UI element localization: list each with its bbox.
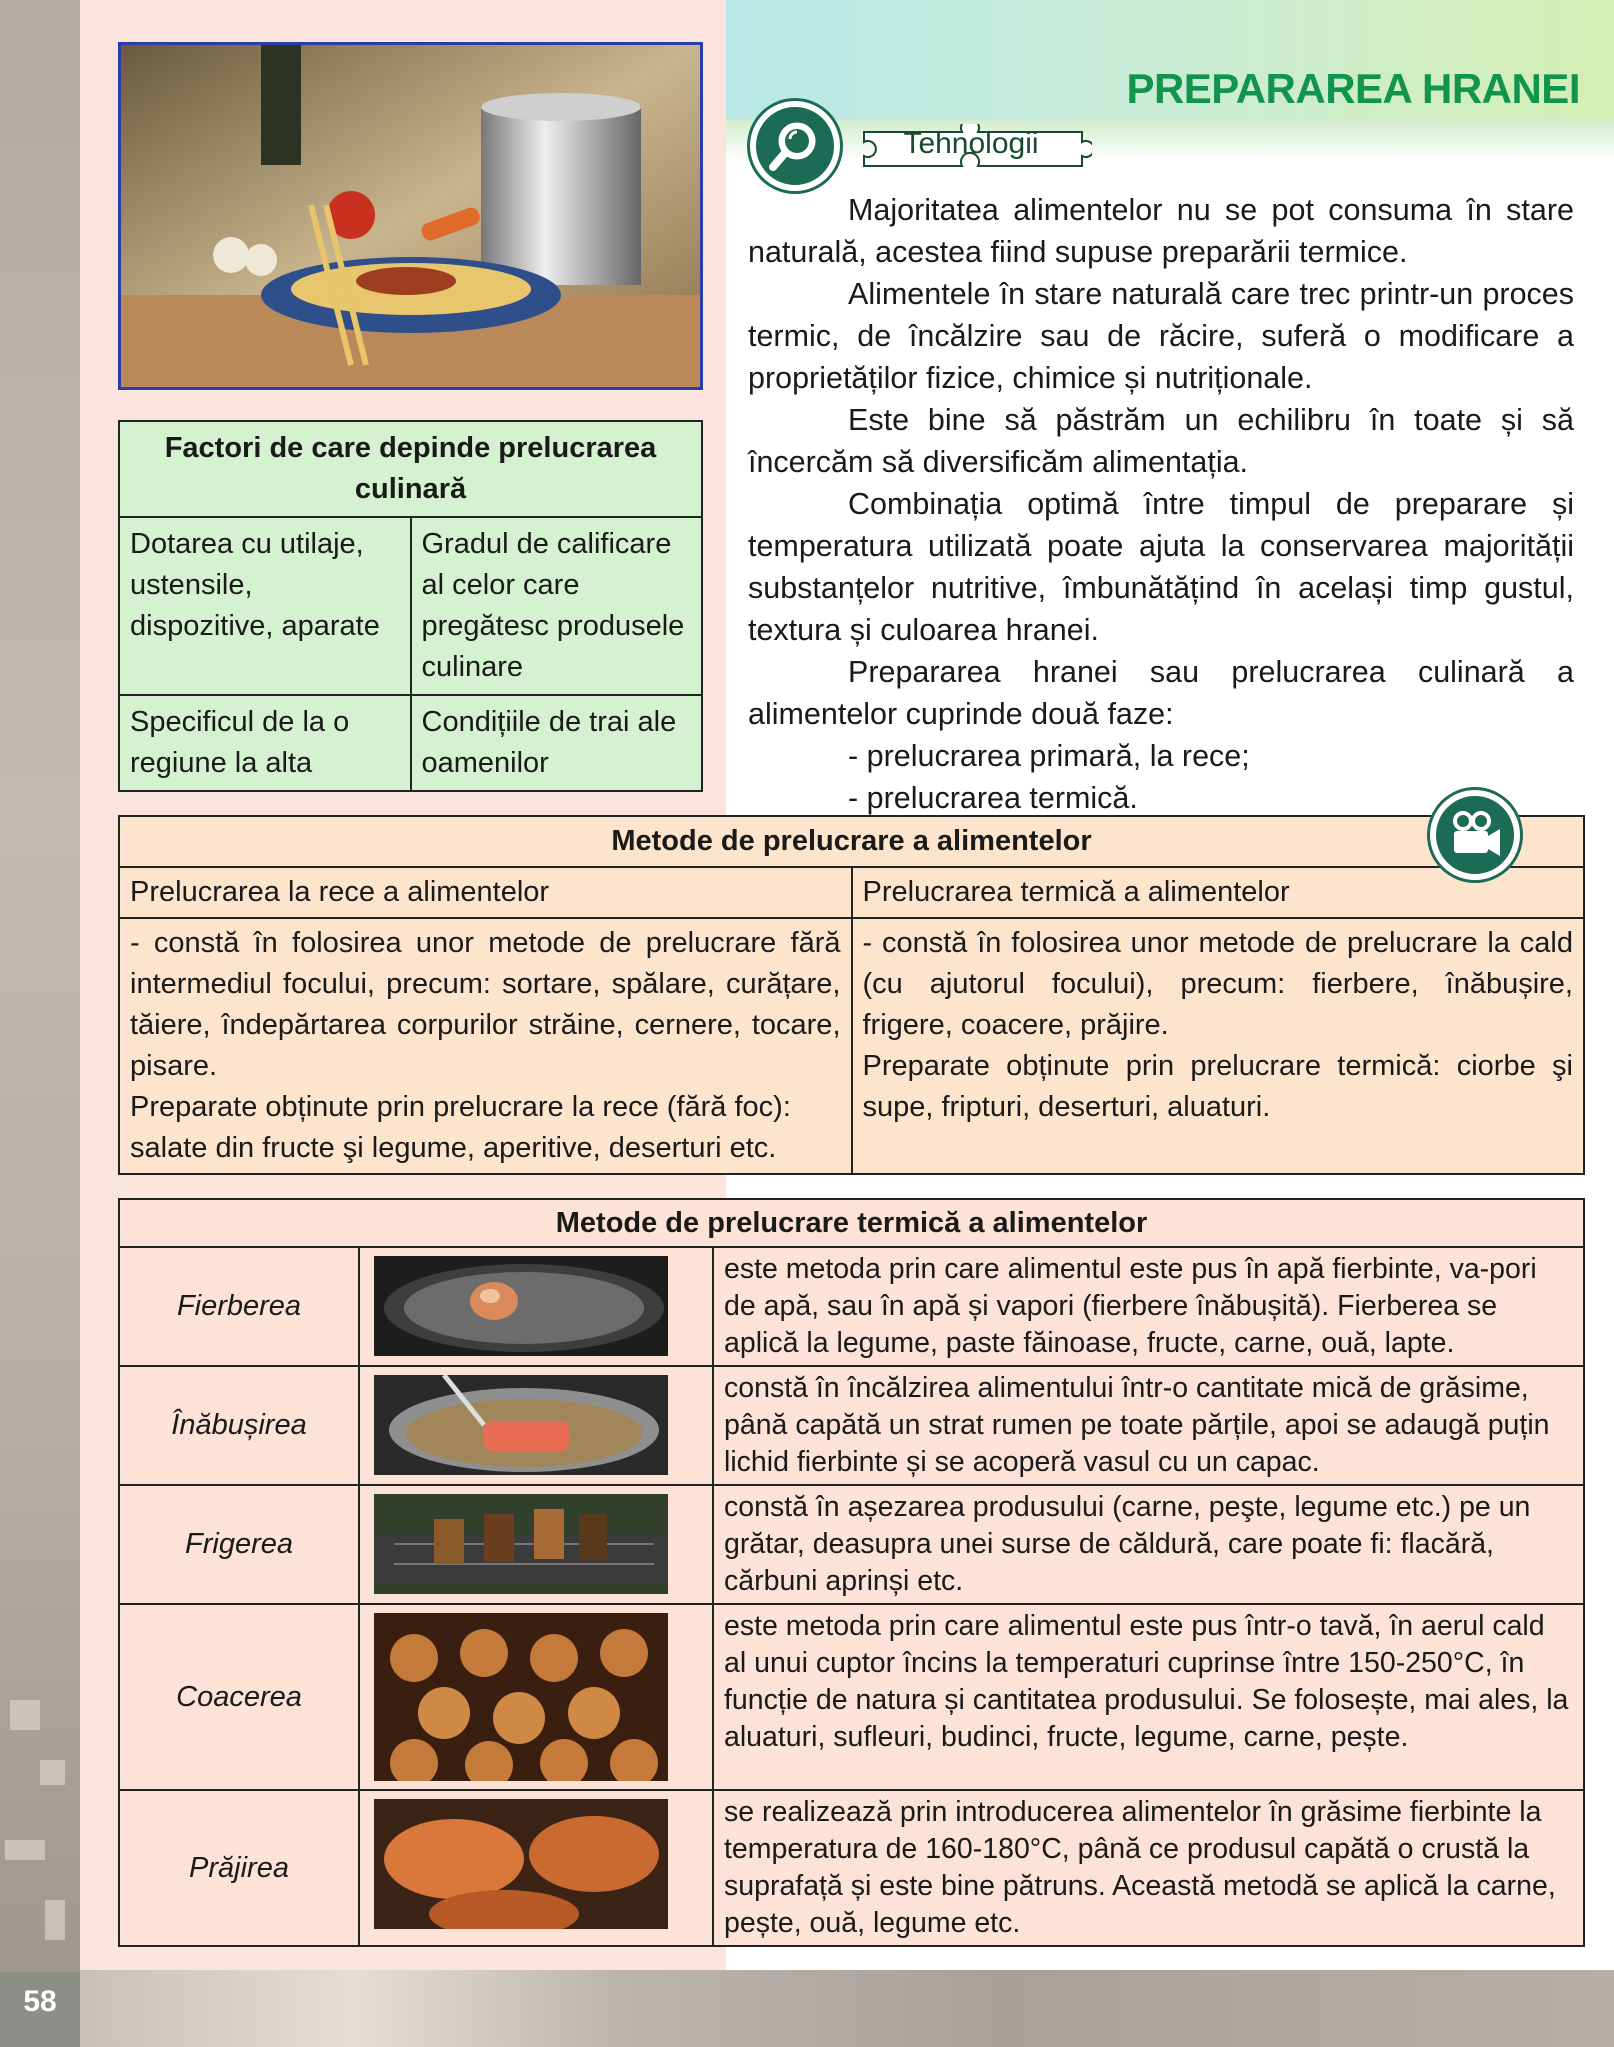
method-photo-cell [359,1604,713,1790]
methods-table [118,815,1585,1175]
table-row [119,1366,1584,1485]
page-number: 58 [23,1985,57,2018]
thermal-processing-description: - constă în folosirea unor metode de prelucrare la cald (cu ajutorul focului), precum: fierbere, înăbușire, frigere, coacere, prăjire. [862,927,1573,1041]
bottom-decorative-strip [80,1970,1614,2047]
boiling-photo [374,1256,668,1356]
intro-text [748,189,1574,819]
method-description: constă în așezarea produsului (carne, peşte, legume etc.) pe un grătar, deasupra unei surse de căldură, care poate fi: flacără, cărbuni aprinși etc. [713,1485,1584,1604]
factors-cell: Gradul de calificare al celor care pregătesc produsele culinare [411,517,703,695]
method-photo-cell [359,1366,713,1485]
food-photo-illustration [121,45,700,387]
method-name: Coacerea [119,1604,359,1790]
magnifier-icon [756,107,834,185]
braising-photo [374,1375,668,1475]
intro-paragraph: Alimentele în stare naturală care trec printr-un proces termic, de încălzire sau de răcire, suferă o modificare a proprietăților fizice, chimice și nutriționale. [748,277,1574,395]
frying-photo [374,1799,668,1929]
grilling-photo [374,1494,668,1594]
method-description: este metoda prin care alimentul este pus într-o tavă, în aerul cald al unui cuptor încins la temperaturi cuprinse între 150-250°C, în funcție de natura și cantitatea produsului. Se folosește, mai ales, la aluaturi, sufleuri, budinci, fructe, legume, carne, pește. [713,1604,1584,1790]
left-decorative-strip [0,0,80,2047]
intro-paragraph: Prepararea hranei sau prelucrarea culinară a alimentelor cuprinde două faze: [748,655,1574,731]
method-photo-cell [359,1247,713,1366]
method-photo-cell [359,1485,713,1604]
methods-column-body [852,918,1585,1174]
method-name: Frigerea [119,1485,359,1604]
thermal-table-title: Metode de prelucrare termică a alimentelor [119,1199,1584,1247]
intro-paragraph: Majoritatea alimentelor nu se pot consuma în stare naturală, acestea fiind supuse preparării termice. [748,193,1574,269]
intro-list-item: - prelucrarea primară, la rece; [848,739,1250,773]
method-description: este metoda prin care alimentul este pus în apă fierbinte, va-pori de apă, sau în apă și vapori (fierbere înăbușită). Fierberea se aplică la legume, paste făinoase, fructe, carne, ouă, lapte. [713,1247,1584,1366]
page-title: PREPARAREA HRANEI [1126,65,1580,112]
method-name: Prăjirea [119,1790,359,1946]
baking-photo [374,1613,668,1781]
methods-column-header: Prelucrarea termică a alimentelor [852,867,1585,918]
magnifier-badge [750,101,840,191]
factors-cell: Specificul de la o regiune la alta [119,695,411,791]
intro-list-item: - prelucrarea termică. [848,781,1138,815]
table-row [119,1604,1584,1790]
badge-label: Tehnologii [903,127,1039,160]
cold-processing-description: - constă în folosirea unor metode de prelucrare fără intermediul focului, precum: sortare, spălare, curățare, tăiere, îndepărtarea corpurilor străine, cernere, tocare, pisare. [130,927,841,1082]
method-description: constă în încălzirea alimentului într-o cantitate mică de grăsime, până capătă un strat rumen pe toate părțile, apoi se adaugă puțin lichid fierbinte și se acoperă vasul cu un capac. [713,1366,1584,1485]
factors-table [118,420,703,792]
methods-column-body [119,918,852,1174]
method-name: Fierberea [119,1247,359,1366]
table-row [119,1790,1584,1946]
food-photo [118,42,703,390]
intro-paragraph: Este bine să păstrăm un echilibru în toate și să încercăm să diversificăm alimentația. [748,403,1574,479]
methods-table-title: Metode de prelucrare a alimentelor [119,816,1584,867]
method-description: se realizează prin introducerea alimentelor în grăsime fierbinte la temperatura de 160-180°C, până ce produsul capătă o crustă la suprafață și este bine pătruns. Această metodă se aplică la carne, pește, ouă, legume etc. [713,1790,1584,1946]
factors-cell: Dotarea cu utilaje, ustensile, dispozitive, aparate [119,517,411,695]
factors-cell: Condițiile de trai ale oamenilor [411,695,703,791]
methods-column-header: Prelucrarea la rece a alimentelor [119,867,852,918]
video-camera-badge [1430,790,1520,880]
thermal-methods-table [118,1198,1585,1947]
thermal-processing-products: Preparate obținute prin prelucrare termică: ciorbe şi supe, fripturi, deserturi, aluaturi. [862,1050,1573,1123]
video-camera-icon [1436,796,1514,874]
factors-table-title: Factori de care depinde prelucrarea culinară [119,421,702,517]
method-name: Înăbușirea [119,1366,359,1485]
table-row [119,1247,1584,1366]
method-photo-cell [359,1790,713,1946]
table-row [119,1485,1584,1604]
intro-paragraph: Combinația optimă între timpul de preparare și temperatura utilizată poate ajuta la conservarea majorității substanțelor nutritive, îmbunătățind în același timp gustul, textura și culoarea hranei. [748,487,1574,647]
cold-processing-products: Preparate obținute prin prelucrare la rece (fără foc): salate din fructe şi legume, aperitive, deserturi etc. [130,1091,791,1164]
